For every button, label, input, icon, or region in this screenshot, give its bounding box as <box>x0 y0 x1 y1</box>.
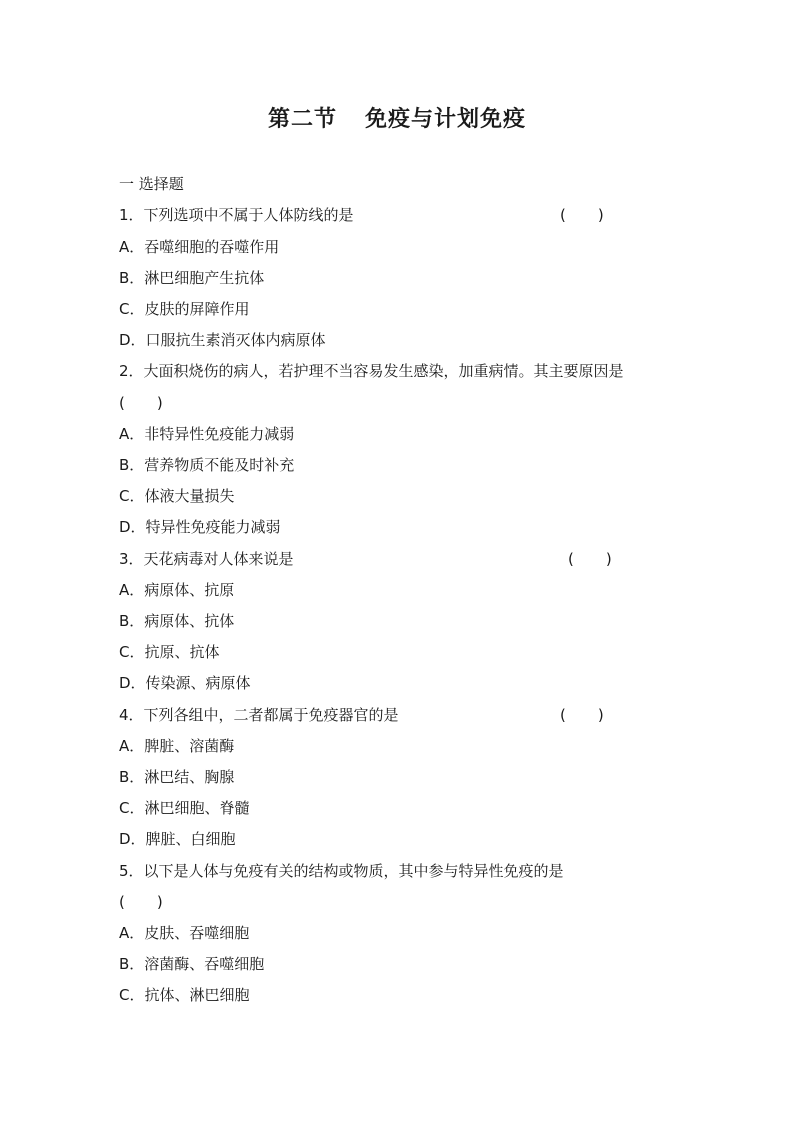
question-1-stem: 1．下列选项中不属于人体防线的是 <box>119 206 354 224</box>
question-2-stem: 2．大面积烧伤的病人，若护理不当容易发生感染，加重病情。其主要原因是 <box>119 362 624 380</box>
question-3-stem: 3．天花病毒对人体来说是 <box>119 550 294 568</box>
section-number: 第二节 <box>267 106 337 132</box>
question-1-answer-blank: ( ) <box>560 206 604 224</box>
question-3-option-a: A．病原体、抗原 <box>119 581 235 599</box>
question-1-option-c: C．皮肤的屏障作用 <box>119 300 250 318</box>
question-1-option-b: B．淋巴细胞产生抗体 <box>119 269 265 287</box>
question-2-answer-blank: ( ) <box>119 394 163 412</box>
question-5-option-b: B．溶菌酶、吞噬细胞 <box>119 955 265 973</box>
question-3-option-d: D．传染源、病原体 <box>119 674 251 692</box>
page-title <box>0 102 794 133</box>
question-3-option-c: C．抗原、抗体 <box>119 643 220 661</box>
question-1-option-a: A．吞噬细胞的吞噬作用 <box>119 238 280 256</box>
question-2-option-a: A．非特异性免疫能力减弱 <box>119 425 295 443</box>
section-heading: 一 选择题 <box>119 175 184 193</box>
question-4-answer-blank: ( ) <box>560 706 604 724</box>
question-2-option-c: C．体液大量损失 <box>119 487 235 505</box>
question-4-option-b: B．淋巴结、胸腺 <box>119 768 235 786</box>
question-4-stem: 4．下列各组中，二者都属于免疫器官的是 <box>119 706 399 724</box>
question-5-option-c: C．抗体、淋巴细胞 <box>119 986 250 1004</box>
question-4-option-c: C．淋巴细胞、脊髓 <box>119 799 250 817</box>
question-1-option-d: D．口服抗生素消灭体内病原体 <box>119 331 326 349</box>
question-5-answer-blank: ( ) <box>119 893 163 911</box>
question-2-option-d: D．特异性免疫能力减弱 <box>119 518 281 536</box>
question-5-option-a: A．皮肤、吞噬细胞 <box>119 924 250 942</box>
question-4-option-d: D．脾脏、白细胞 <box>119 830 236 848</box>
question-5-stem: 5．以下是人体与免疫有关的结构或物质，其中参与特异性免疫的是 <box>119 862 564 880</box>
question-3-option-b: B．病原体、抗体 <box>119 612 235 630</box>
question-2-option-b: B．营养物质不能及时补充 <box>119 456 295 474</box>
section-name: 免疫与计划免疫 <box>365 106 527 132</box>
question-3-answer-blank: ( ) <box>568 550 612 568</box>
question-4-option-a: A．脾脏、溶菌酶 <box>119 737 235 755</box>
